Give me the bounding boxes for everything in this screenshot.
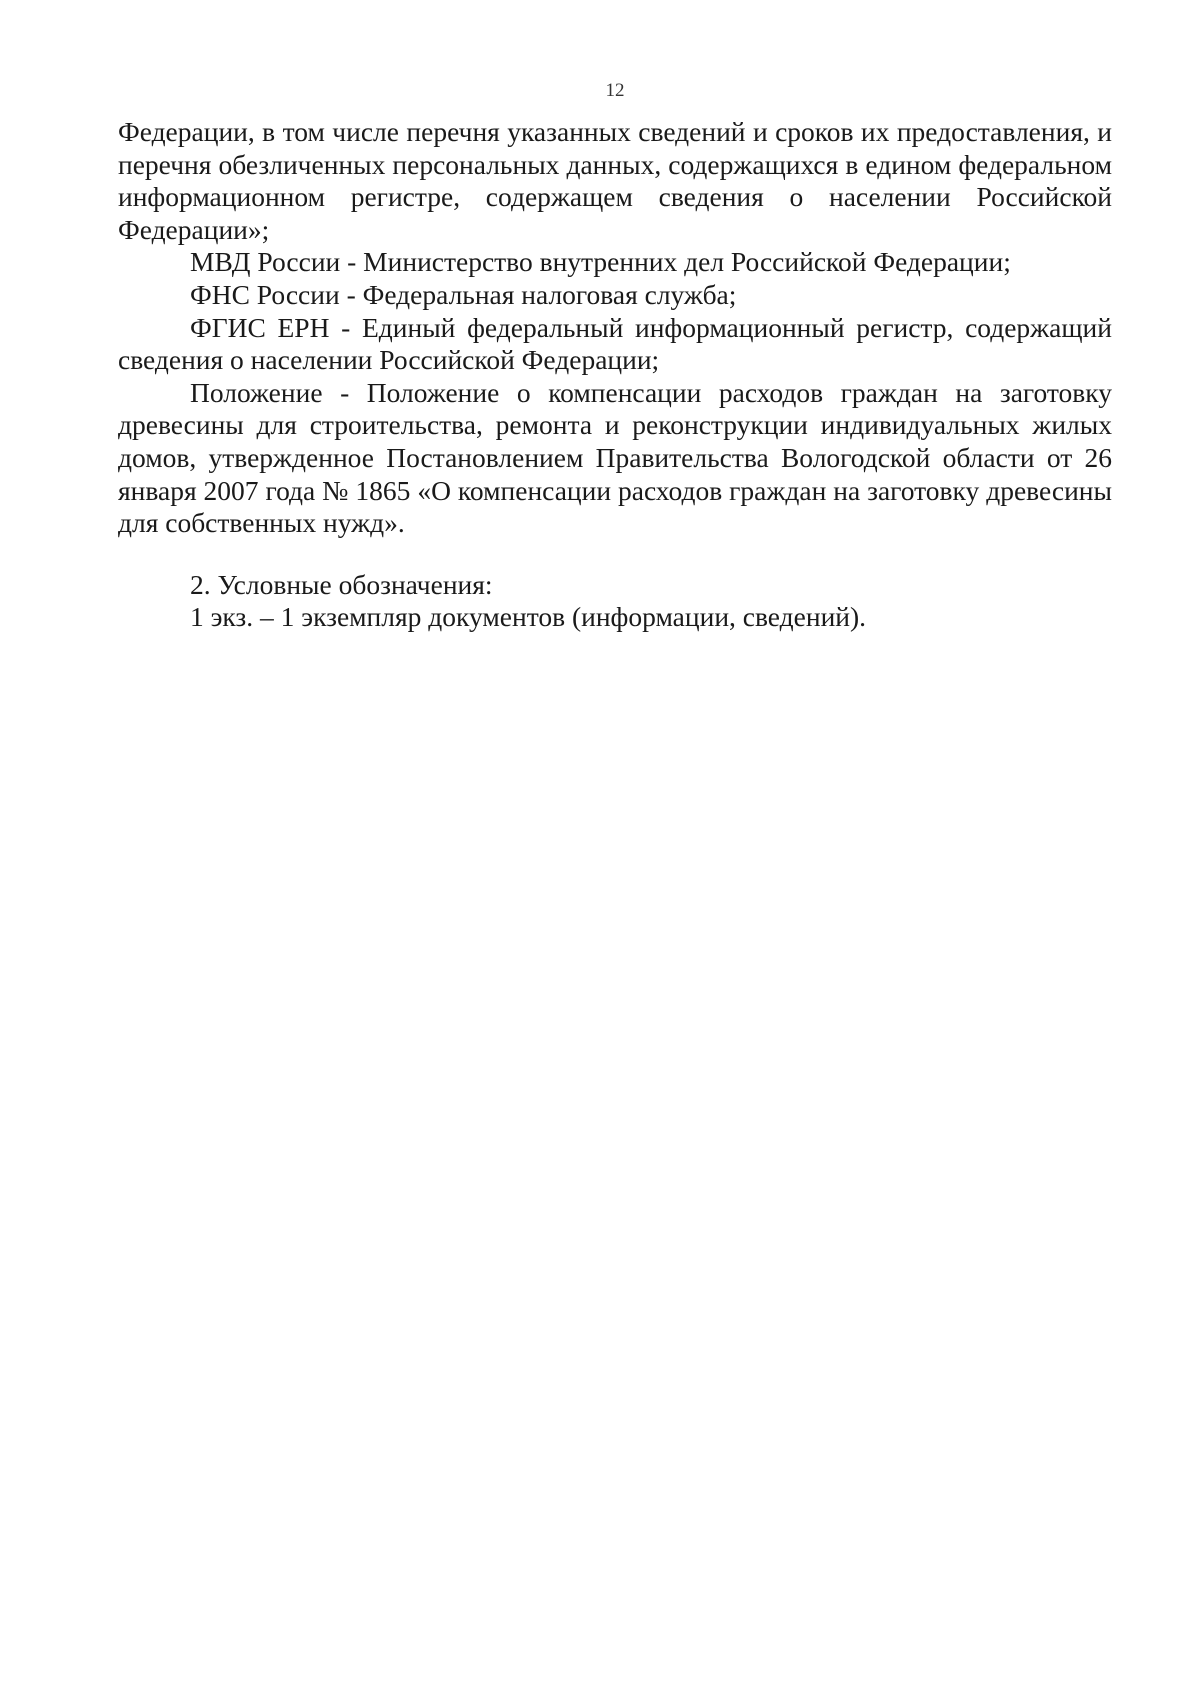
paragraph-federation-continuation: Федерации, в том числе перечня указанных сведений и сроков их предоставления, и перечня обезличенных персональных данных, содержащихся в едином федеральном информационном регистре, содержащем сведения о населении Российской Федерации»; [118,116,1112,245]
paragraph-fns-definition: ФНС России - Федеральная налоговая служба; [190,278,737,310]
section-heading-legend: 2. Условные обозначения: [190,568,493,600]
paragraph-fgis-ern-definition: ФГИС ЕРН - Единый федеральный информационный регистр, содержащий сведения о населении Российской Федерации; [118,311,1112,376]
document-body [118,116,1112,634]
legend-item-copy: 1 экз. – 1 экземпляр документов (информации, сведений). [190,601,867,633]
paragraph-polozhenie-definition: Положение - Положение о компенсации расходов граждан на заготовку древесины для строительства, ремонта и реконструкции индивидуальных жилых домов, утвержденное Постановлением Правительства Вологодской области от 26 января 2007 года № 1865 «О компенсации расходов граждан на заготовку древесины для собственных нужд». [118,376,1112,539]
paragraph-mvd-definition: МВД России - Министерство внутренних дел Российской Федерации; [190,246,1011,278]
page-number: 12 [605,80,625,101]
paragraph-spacer [118,540,1112,569]
